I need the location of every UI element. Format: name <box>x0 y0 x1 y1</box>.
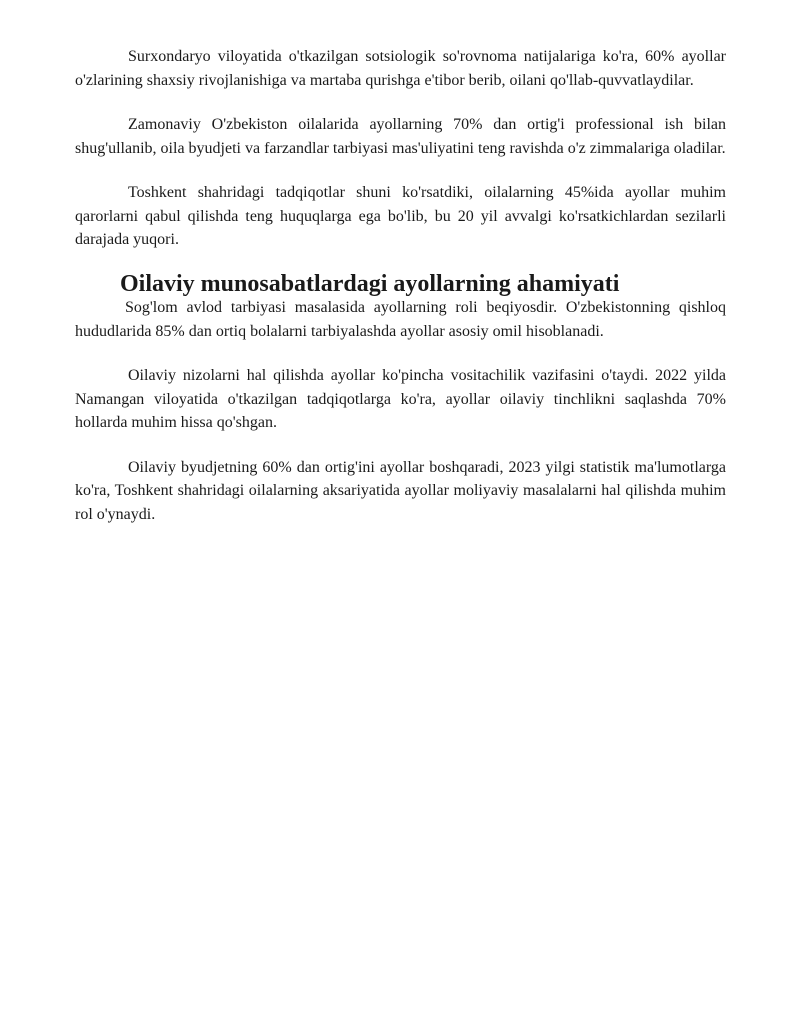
document-page <box>75 45 726 526</box>
paragraph-zamonaviy: Zamonaviy O'zbekiston oilalarida ayollarning 70% dan ortig'i professional ish bilan shug'ullanib, oila byudjeti va farzandlar tarbiyasi mas'uliyatini teng ravishda o'z zimmalariga oladilar. <box>75 116 726 157</box>
section-heading: Oilaviy munosabatlardagi ayollarning ahamiyati <box>120 270 620 297</box>
paragraph-soglom-avlod: Sog'lom avlod tarbiyasi masalasida ayollarning roli beqiyosdir. O'zbekistonning qishloq hududlarida 85% dan ortiq bolalarni tarbiyalashda ayollar asosiy omil hisoblanadi. <box>75 299 726 340</box>
paragraph-surxondaryo: Surxondaryo viloyatida o'tkazilgan sotsiologik so'rovnoma natijalariga ko'ra, 60% ayollar o'zlarining shaxsiy rivojlanishiga va martaba qurishga e'tibor berib, oilani qo'llab-quvvatlaydilar. <box>75 48 726 89</box>
paragraph-nizolar: Oilaviy nizolarni hal qilishda ayollar ko'pincha vositachilik vazifasini o'taydi. 2022 yilda Namangan viloyatida o'tkazilgan tadqiqotlarga ko'ra, ayollar oilaviy tinchlikni saqlashda 70% hollarda muhim hissa qo'shgan. <box>75 367 726 431</box>
paragraph-toshkent: Toshkent shahridagi tadqiqotlar shuni ko'rsatdiki, oilalarning 45%ida ayollar muhim qarorlarni qabul qilishda teng huquqlarga ega bo'lib, bu 20 yil avvalgi ko'rsatkichlardan sezilarli darajada yuqori. <box>75 184 726 248</box>
paragraph-byudjet: Oilaviy byudjetning 60% dan ortig'ini ayollar boshqaradi, 2023 yilgi statistik ma'lumotlarga ko'ra, Toshkent shahridagi oilalarning aksariyatida ayollar moliyaviy masalalarni hal qilishda muhim rol o'ynaydi. <box>75 458 726 523</box>
